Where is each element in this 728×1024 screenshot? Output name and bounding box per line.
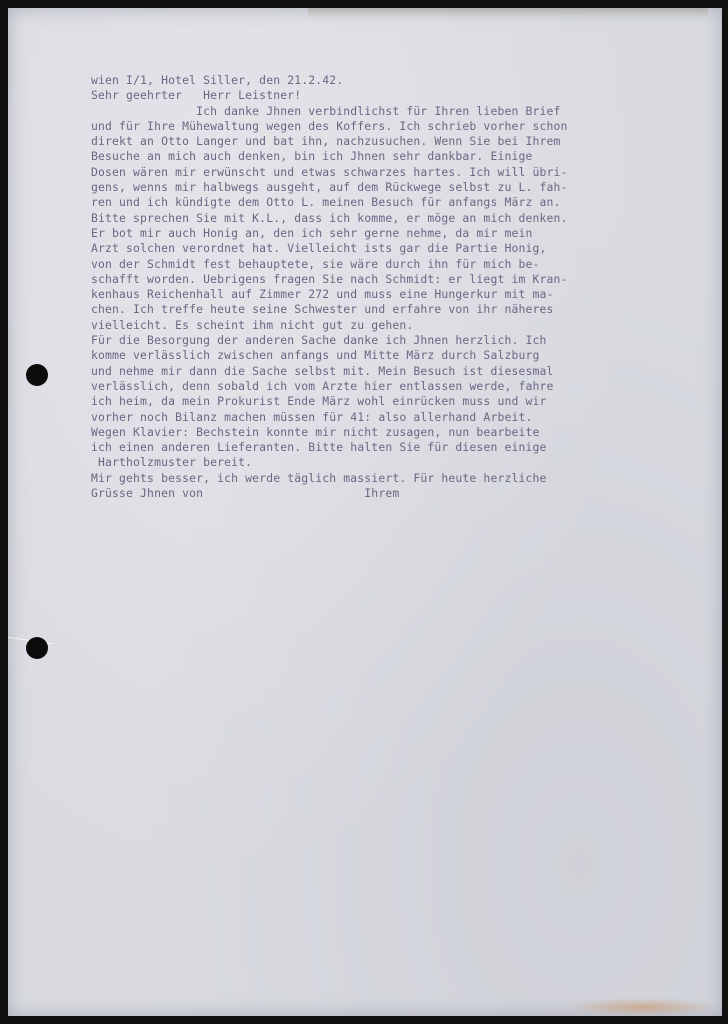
letter-line: Hartholzmuster bereit.: [91, 455, 253, 470]
typewritten-letter: [91, 73, 691, 501]
letter-line: Er bot mir auch Honig an, den ich sehr gerne nehme, da mir mein: [91, 225, 533, 240]
letter-line: direkt an Otto Langer und bat ihn, nachzusuchen. Wenn Sie bei Ihrem: [91, 134, 561, 149]
letter-line: Sehr geehrter Herr Leistner!: [91, 88, 302, 103]
letter-line: und nehme mir dann die Sache selbst mit. Mein Besuch ist diesesmal: [91, 363, 554, 378]
letter-line: Dosen wären mir erwünscht und etwas schwarzes hartes. Ich will übri-: [91, 164, 568, 179]
letter-line: chen. Ich treffe heute seine Schwester und erfahre von ihr näheres: [91, 302, 554, 317]
paper-stain-top: [308, 8, 708, 18]
punch-hole: [26, 364, 48, 386]
letter-line: von der Schmidt fest behauptete, sie wäre durch ihn für mich be-: [91, 256, 540, 271]
letter-line: wien I/1, Hotel Siller, den 21.2.42.: [91, 73, 344, 87]
punch-hole: [26, 637, 48, 659]
letter-line: und für Ihre Mühewaltung wegen des Koffers. Ich schrieb vorher schon: [91, 118, 568, 133]
letter-line: Wegen Klavier: Bechstein konnte mir nicht zusagen, nun bearbeite: [91, 424, 540, 439]
letter-line: Bitte sprechen Sie mit K.L., dass ich komme, er möge an mich denken.: [91, 210, 568, 225]
paper-stain-bottom: [568, 998, 718, 1016]
letter-line: Besuche an mich auch denken, bin ich Jhnen sehr dankbar. Einige: [91, 149, 533, 164]
letter-line: verlässlich, denn sobald ich vom Arzte hier entlassen werde, fahre: [91, 378, 554, 393]
letter-line: Für die Besorgung der anderen Sache danke ich Jhnen herzlich. Ich: [91, 333, 547, 348]
letter-line: Arzt solchen verordnet hat. Vielleicht ists gar die Partie Honig,: [91, 241, 547, 256]
letter-line: ich einen anderen Lieferanten. Bitte halten Sie für diesen einige: [91, 440, 547, 455]
letter-line: Mir gehts besser, ich werde täglich massiert. Für heute herzliche: [91, 470, 547, 485]
letter-line: kenhaus Reichenhall auf Zimmer 272 und muss eine Hungerkur mit ma-: [91, 287, 554, 302]
letter-line: schafft worden. Uebrigens fragen Sie nach Schmidt: er liegt im Kran-: [91, 271, 568, 286]
letter-line: gens, wenns mir halbwegs ausgeht, auf dem Rückwege selbst zu L. fah-: [91, 180, 568, 195]
letter-line: ich heim, da mein Prokurist Ende März wohl einrücken muss und wir: [91, 394, 547, 409]
letter-line: komme verlässlich zwischen anfangs und Mitte März durch Salzburg: [91, 348, 540, 363]
paper-sheet: [8, 8, 722, 1016]
letter-line: ren und ich kündigte dem Otto L. meinen Besuch für anfangs März an.: [91, 195, 561, 210]
letter-line: vorher noch Bilanz machen müssen für 41: also allerhand Arbeit.: [91, 409, 533, 424]
letter-line: Grüsse Jhnen von Ihrem: [91, 486, 400, 501]
letter-line: Ich danke Jhnen verbindlichst für Ihren lieben Brief: [91, 103, 561, 118]
letter-line: vielleicht. Es scheint ihm nicht gut zu gehen.: [91, 317, 414, 332]
